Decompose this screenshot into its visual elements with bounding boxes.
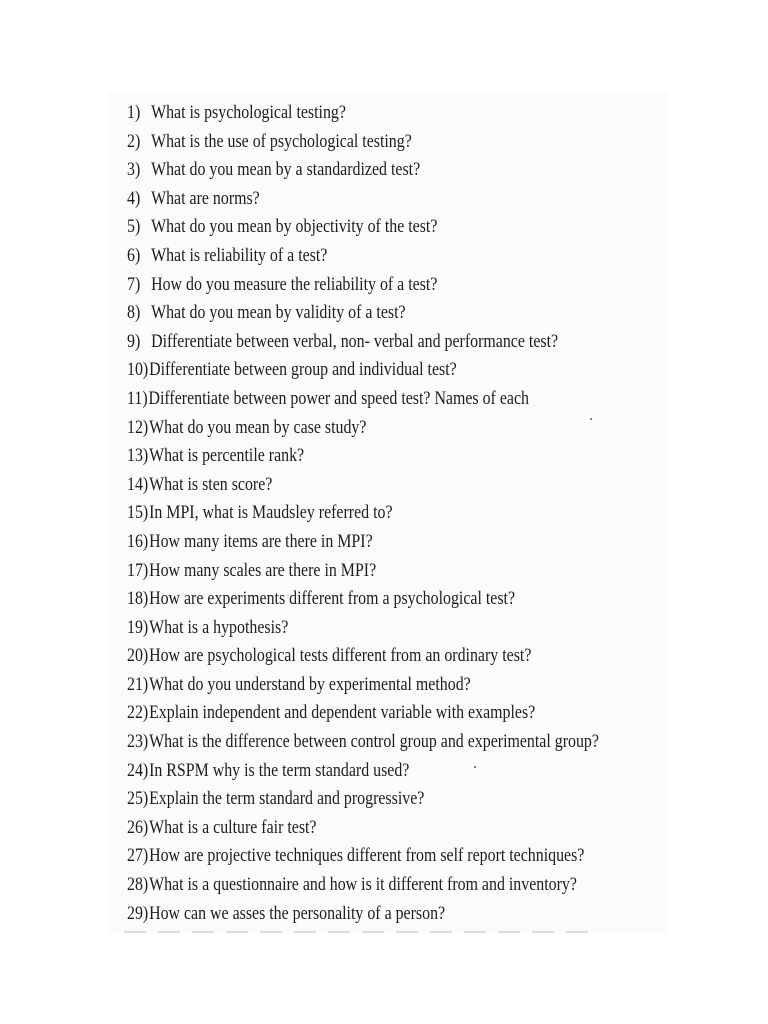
question-text: What do you mean by a standardized test? xyxy=(151,160,421,181)
question-number: 26) xyxy=(127,817,149,838)
question-text: Explain the term standard and progressive? xyxy=(149,789,425,810)
question-number: 13) xyxy=(127,446,149,467)
question-number: 2) xyxy=(127,131,141,152)
question-text: What is a culture fair test? xyxy=(149,817,317,838)
question-number: 3) xyxy=(127,160,141,181)
question-item xyxy=(127,242,599,271)
question-text: Explain independent and dependent variable with examples? xyxy=(149,703,536,724)
question-item xyxy=(127,585,599,614)
question-number: 19) xyxy=(127,617,149,638)
question-text: What do you understand by experimental method? xyxy=(149,674,471,695)
question-item xyxy=(127,757,599,786)
question-item xyxy=(127,156,599,185)
question-item xyxy=(127,842,599,871)
question-item xyxy=(127,271,599,300)
question-number: 29) xyxy=(127,903,149,924)
question-text: How many scales are there in MPI? xyxy=(149,560,377,581)
question-text: What is a questionnaire and how is it different from and inventory? xyxy=(149,875,577,896)
question-item xyxy=(127,414,599,443)
cut-off-text-line xyxy=(124,929,594,933)
question-item xyxy=(127,642,599,671)
question-number: 20) xyxy=(127,646,149,667)
question-text: How many items are there in MPI? xyxy=(149,531,373,552)
question-text: What do you mean by objectivity of the test? xyxy=(151,217,438,238)
question-item xyxy=(127,442,599,471)
scan-speck xyxy=(474,766,476,768)
question-number: 27) xyxy=(127,846,149,867)
question-number: 9) xyxy=(127,331,141,352)
question-number: 14) xyxy=(127,474,149,495)
question-item xyxy=(127,814,599,843)
question-number: 1) xyxy=(127,103,141,123)
question-text: How are experiments different from a psychological test? xyxy=(149,589,516,610)
question-item xyxy=(127,785,599,814)
question-number: 24) xyxy=(127,760,149,781)
question-text: What are norms? xyxy=(151,188,260,209)
question-number: 28) xyxy=(127,875,149,896)
question-text: How are projective techniques different from self report techniques? xyxy=(149,846,585,867)
question-item xyxy=(127,671,599,700)
question-item xyxy=(127,699,599,728)
scan-speck xyxy=(590,418,592,420)
question-item xyxy=(127,328,599,357)
question-number: 5) xyxy=(127,217,141,238)
question-text: In MPI, what is Maudsley referred to? xyxy=(149,503,393,524)
question-text: What is the difference between control group and experimental group? xyxy=(149,732,599,753)
question-text: How are psychological tests different from an ordinary test? xyxy=(149,646,532,667)
question-text: In RSPM why is the term standard used? xyxy=(149,760,410,781)
question-text: What is psychological testing? xyxy=(151,103,346,123)
question-text: How do you measure the reliability of a test? xyxy=(151,274,438,295)
question-item xyxy=(127,528,599,557)
question-item xyxy=(127,499,599,528)
question-number: 12) xyxy=(127,417,149,438)
question-text: Differentiate between group and individual test? xyxy=(149,360,457,381)
question-item xyxy=(127,356,599,385)
question-text: What is the use of psychological testing? xyxy=(151,131,412,152)
question-number: 15) xyxy=(127,503,149,524)
question-item xyxy=(127,213,599,242)
question-text: What is percentile rank? xyxy=(149,446,305,467)
question-text: Differentiate between power and speed test? Names of each xyxy=(148,388,529,409)
question-item xyxy=(127,871,599,900)
question-item xyxy=(127,471,599,500)
question-number: 18) xyxy=(127,589,149,610)
question-text: What do you mean by validity of a test? xyxy=(151,303,406,324)
question-text: Differentiate between verbal, non- verbal and performance test? xyxy=(151,331,559,352)
question-number: 4) xyxy=(127,188,141,209)
question-text: What is reliability of a test? xyxy=(151,245,328,266)
question-number: 7) xyxy=(127,274,141,295)
question-text: What do you mean by case study? xyxy=(149,417,367,438)
question-text: How can we asses the personality of a person? xyxy=(149,903,446,924)
question-item xyxy=(127,385,599,414)
question-number: 10) xyxy=(127,360,149,381)
question-item xyxy=(127,900,599,929)
question-number: 23) xyxy=(127,732,149,753)
question-number: 25) xyxy=(127,789,149,810)
question-item xyxy=(127,728,599,757)
question-item xyxy=(127,299,599,328)
question-number: 17) xyxy=(127,560,149,581)
question-text: What is a hypothesis? xyxy=(149,617,289,638)
question-item xyxy=(127,185,599,214)
question-number: 11) xyxy=(127,388,148,409)
question-number: 6) xyxy=(127,245,141,266)
question-item xyxy=(127,557,599,586)
question-text: What is sten score? xyxy=(149,474,273,495)
question-number: 22) xyxy=(127,703,149,724)
question-item xyxy=(127,99,599,128)
question-number: 21) xyxy=(127,674,149,695)
question-number: 8) xyxy=(127,303,141,324)
question-list xyxy=(127,99,599,928)
question-item xyxy=(127,128,599,157)
question-item xyxy=(127,614,599,643)
question-number: 16) xyxy=(127,531,149,552)
